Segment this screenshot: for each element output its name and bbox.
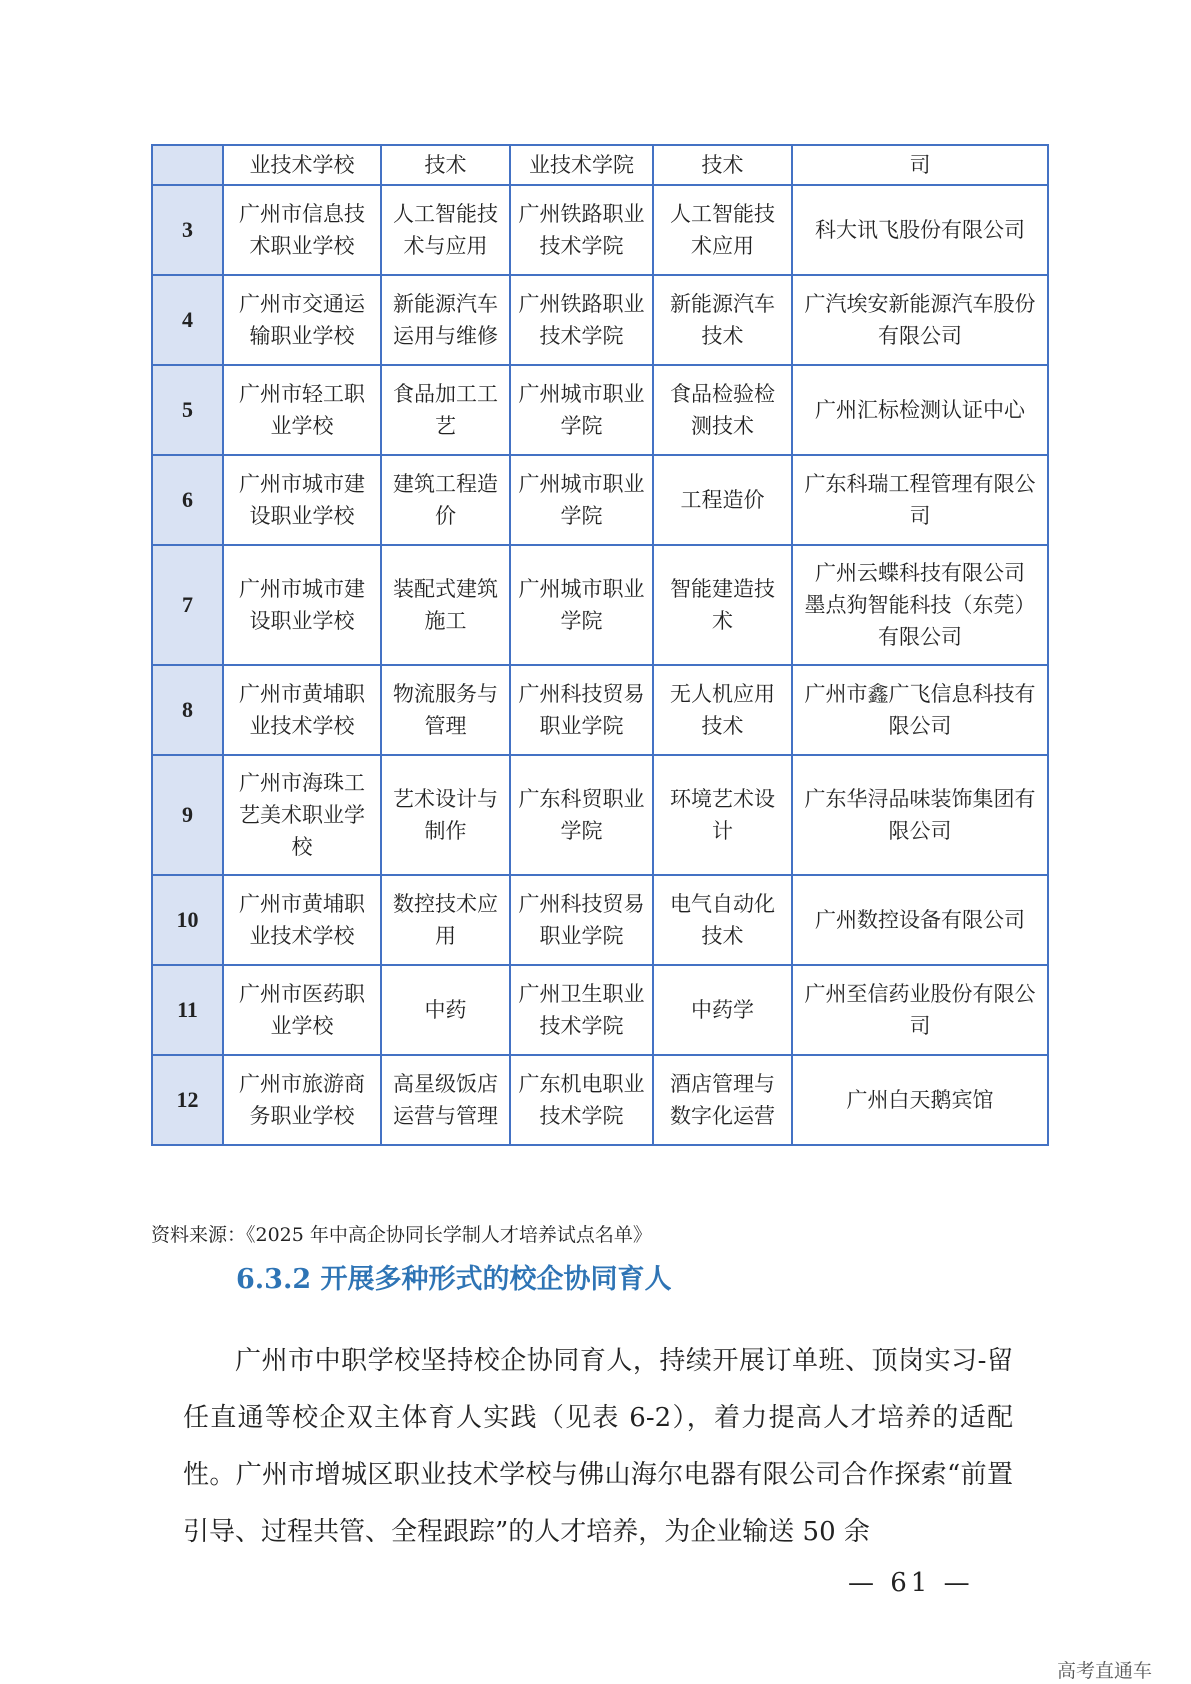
college-major-cell: 工程造价 xyxy=(653,455,792,545)
table-row xyxy=(152,545,1048,665)
secondary-school-cell: 广州市旅游商务职业学校 xyxy=(223,1055,381,1145)
partner-company-cell: 科大讯飞股份有限公司 xyxy=(792,185,1048,275)
secondary-major-cell: 技术 xyxy=(381,145,510,185)
partner-company-cell: 广东科瑞工程管理有限公司 xyxy=(792,455,1048,545)
row-index-cell: 3 xyxy=(152,185,223,275)
college-major-cell: 中药学 xyxy=(653,965,792,1055)
row-index-cell: 8 xyxy=(152,665,223,755)
row-index-cell xyxy=(152,145,223,185)
table-row xyxy=(152,665,1048,755)
partner-company-cell: 广州云蝶科技有限公司 墨点狗智能科技（东莞）有限公司 xyxy=(792,545,1048,665)
secondary-school-cell: 广州市海珠工艺美术职业学校 xyxy=(223,755,381,875)
page-number: — 61 — xyxy=(848,1568,974,1598)
table-row xyxy=(152,145,1048,185)
secondary-major-cell: 艺术设计与制作 xyxy=(381,755,510,875)
row-index-cell: 7 xyxy=(152,545,223,665)
section-heading: 6.3.2 开展多种形式的校企协同育人 xyxy=(236,1264,672,1295)
secondary-major-cell: 建筑工程造价 xyxy=(381,455,510,545)
partner-company-cell: 广汽埃安新能源汽车股份有限公司 xyxy=(792,275,1048,365)
higher-college-cell: 广州城市职业学院 xyxy=(510,545,653,665)
secondary-major-cell: 中药 xyxy=(381,965,510,1055)
college-major-cell: 新能源汽车技术 xyxy=(653,275,792,365)
table-source-note: 资料来源：《2025 年中高企协同长学制人才培养试点名单》 xyxy=(151,1224,652,1246)
table-row xyxy=(152,185,1048,275)
partner-company-cell: 广州白天鹅宾馆 xyxy=(792,1055,1048,1145)
college-major-cell: 技术 xyxy=(653,145,792,185)
higher-college-cell: 广州铁路职业技术学院 xyxy=(510,275,653,365)
college-major-cell: 智能建造技术 xyxy=(653,545,792,665)
row-index-cell: 12 xyxy=(152,1055,223,1145)
table-row xyxy=(152,275,1048,365)
partner-company-cell: 广州汇标检测认证中心 xyxy=(792,365,1048,455)
table-row xyxy=(152,755,1048,875)
table-row xyxy=(152,365,1048,455)
partner-company-cell: 广东华浔品味装饰集团有限公司 xyxy=(792,755,1048,875)
higher-college-cell: 广州科技贸易职业学院 xyxy=(510,665,653,755)
college-major-cell: 人工智能技术应用 xyxy=(653,185,792,275)
higher-college-cell: 广州卫生职业技术学院 xyxy=(510,965,653,1055)
row-index-cell: 4 xyxy=(152,275,223,365)
secondary-major-cell: 数控技术应用 xyxy=(381,875,510,965)
secondary-major-cell: 装配式建筑施工 xyxy=(381,545,510,665)
secondary-school-cell: 广州市黄埔职业技术学校 xyxy=(223,665,381,755)
secondary-school-cell: 广州市黄埔职业技术学校 xyxy=(223,875,381,965)
college-major-cell: 电气自动化技术 xyxy=(653,875,792,965)
secondary-major-cell: 新能源汽车运用与维修 xyxy=(381,275,510,365)
secondary-major-cell: 人工智能技术与应用 xyxy=(381,185,510,275)
secondary-school-cell: 广州市城市建设职业学校 xyxy=(223,455,381,545)
higher-college-cell: 广州科技贸易职业学院 xyxy=(510,875,653,965)
pilot-program-table-container xyxy=(151,144,1047,1146)
higher-college-cell: 业技术学院 xyxy=(510,145,653,185)
row-index-cell: 6 xyxy=(152,455,223,545)
row-index-cell: 11 xyxy=(152,965,223,1055)
secondary-school-cell: 广州市轻工职业学校 xyxy=(223,365,381,455)
higher-college-cell: 广州城市职业学院 xyxy=(510,455,653,545)
secondary-school-cell: 广州市信息技术职业学校 xyxy=(223,185,381,275)
partner-company-cell: 广州市鑫广飞信息科技有限公司 xyxy=(792,665,1048,755)
higher-college-cell: 广州城市职业学院 xyxy=(510,365,653,455)
college-major-cell: 无人机应用技术 xyxy=(653,665,792,755)
table-row xyxy=(152,875,1048,965)
row-index-cell: 10 xyxy=(152,875,223,965)
body-paragraph: 广州市中职学校坚持校企协同育人，持续开展订单班、顶岗实习-留任直通等校企双主体育人实践（见表 6-2），着力提高人才培养的适配性。广州市增城区职业技术学校与佛山海尔电器有限公司合作探索“前置引导、过程共管、全程跟踪”的人才培养，为企业输送 50 余 xyxy=(183,1346,1013,1547)
pilot-program-table xyxy=(151,144,1049,1146)
row-index-cell: 9 xyxy=(152,755,223,875)
college-major-cell: 食品检验检测技术 xyxy=(653,365,792,455)
table-row xyxy=(152,455,1048,545)
secondary-school-cell: 广州市交通运输职业学校 xyxy=(223,275,381,365)
secondary-major-cell: 物流服务与管理 xyxy=(381,665,510,755)
secondary-major-cell: 高星级饭店运营与管理 xyxy=(381,1055,510,1145)
secondary-school-cell: 业技术学校 xyxy=(223,145,381,185)
secondary-school-cell: 广州市医药职业学校 xyxy=(223,965,381,1055)
secondary-major-cell: 食品加工工艺 xyxy=(381,365,510,455)
partner-company-cell: 司 xyxy=(792,145,1048,185)
partner-company-cell: 广州至信药业股份有限公司 xyxy=(792,965,1048,1055)
college-major-cell: 环境艺术设计 xyxy=(653,755,792,875)
college-major-cell: 酒店管理与数字化运营 xyxy=(653,1055,792,1145)
partner-company-cell: 广州数控设备有限公司 xyxy=(792,875,1048,965)
higher-college-cell: 广州铁路职业技术学院 xyxy=(510,185,653,275)
higher-college-cell: 广东科贸职业学院 xyxy=(510,755,653,875)
table-row xyxy=(152,1055,1048,1145)
table-row xyxy=(152,965,1048,1055)
higher-college-cell: 广东机电职业技术学院 xyxy=(510,1055,653,1145)
watermark: 高考直通车 xyxy=(1057,1660,1153,1682)
secondary-school-cell: 广州市城市建设职业学校 xyxy=(223,545,381,665)
row-index-cell: 5 xyxy=(152,365,223,455)
